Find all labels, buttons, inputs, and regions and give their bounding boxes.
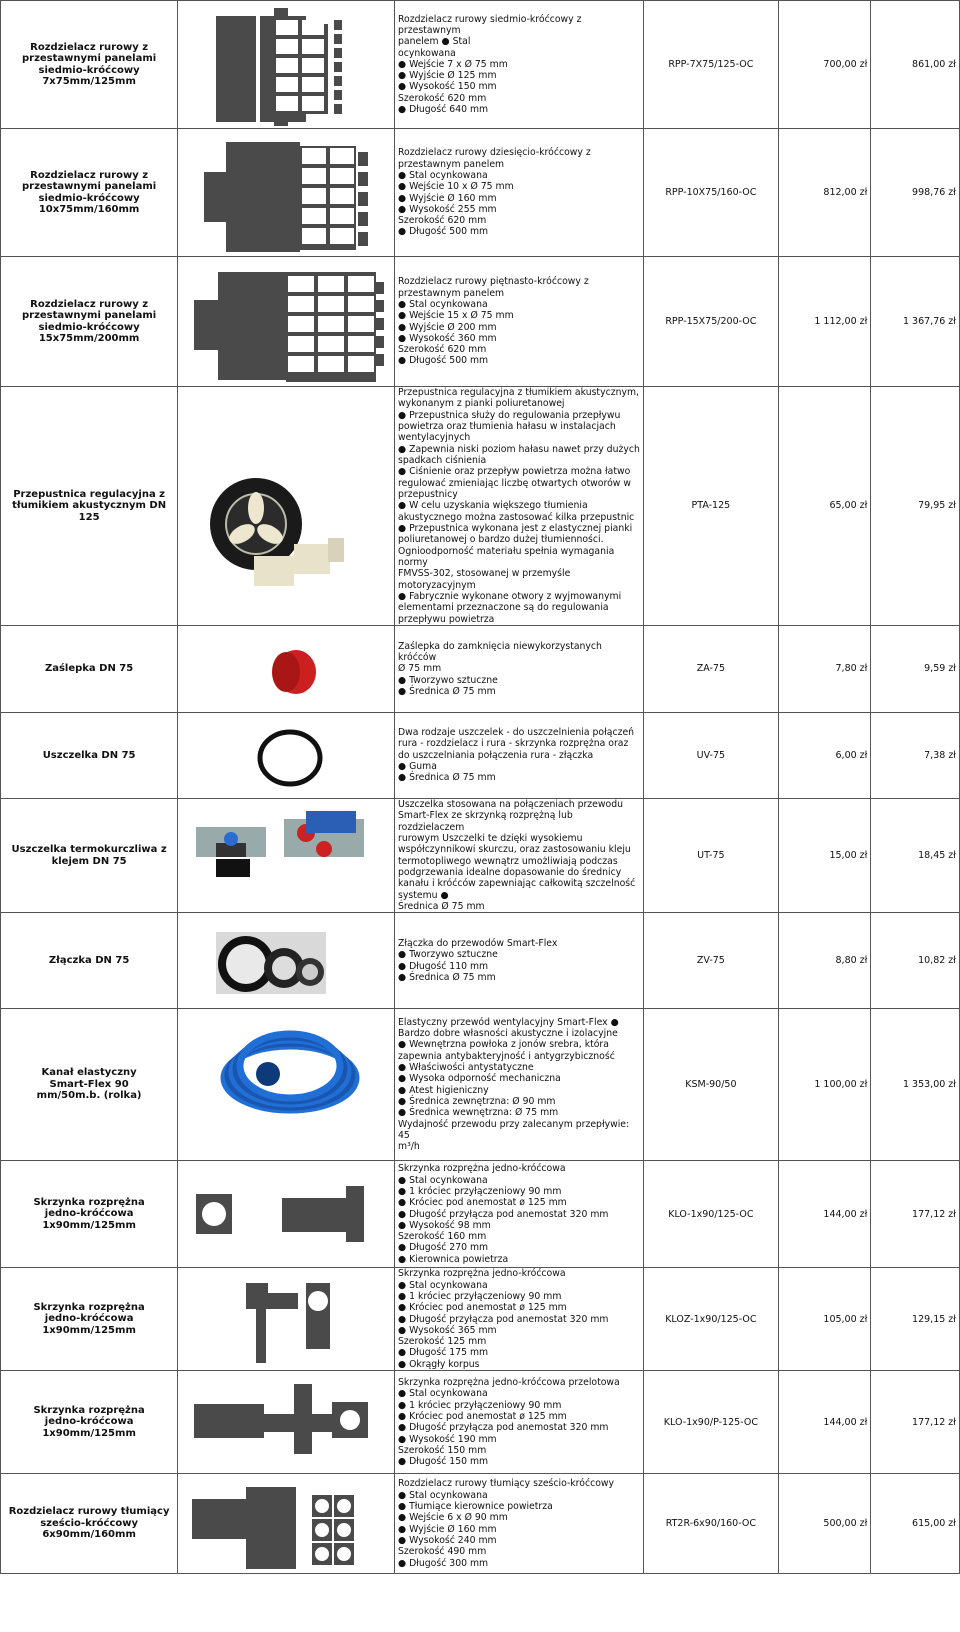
gross-price: 79,95 zł xyxy=(871,387,960,626)
product-name-line: siedmio-króćcowy xyxy=(38,64,140,76)
description-line: regulować zmieniając liczbę otwartych otworów w xyxy=(398,477,631,489)
description-line: przepustnicy xyxy=(398,488,458,500)
product-name-line: jedno-króćcowa xyxy=(44,1208,134,1220)
description-line: ● Wejście 10 x Ø 75 mm xyxy=(398,181,514,193)
product-name xyxy=(1,1,178,129)
description-line: wentylacyjnych xyxy=(398,432,471,444)
product-name-line: Uszczelka DN 75 xyxy=(42,749,136,761)
heat-shrink-seal-icon xyxy=(186,803,386,909)
product-name-line: przestawnymi panelami xyxy=(21,310,157,321)
product-code: PTA-125 xyxy=(644,387,778,626)
description-line: do uszczelniania połączenia rura - złączka xyxy=(398,749,594,761)
description-line: Rozdzielacz rurowy siedmio-króćcowy z przestawnym xyxy=(398,13,582,36)
product-row xyxy=(1,1161,960,1268)
net-price: 144,00 zł xyxy=(778,1371,871,1474)
product-description xyxy=(395,1,644,129)
product-row xyxy=(1,387,960,626)
product-row xyxy=(1,798,960,912)
plenum-box-icon xyxy=(186,1164,386,1265)
plenum-box-l-icon xyxy=(186,1271,386,1368)
product-code: ZA-75 xyxy=(644,625,778,712)
product-name xyxy=(1,387,178,626)
net-price: 8,80 zł xyxy=(778,913,871,1009)
red-cap-icon xyxy=(186,628,386,709)
gross-price: 1 367,76 zł xyxy=(871,257,960,387)
product-code: RPP-7X75/125-OC xyxy=(644,1,778,129)
description-line: współczynnikowi skurczu, oraz zastosowaniu kleju xyxy=(398,844,631,856)
description-line: przepływu powietrza xyxy=(398,613,495,625)
description-line: ● Guma xyxy=(398,761,437,773)
product-code: RPP-10X75/160-OC xyxy=(644,129,778,257)
description-line: ● 1 króciec przyłączeniowy 90 mm xyxy=(398,1399,562,1411)
product-name-line: 6x90mm/160mm xyxy=(42,1529,136,1541)
description-line: akustycznego można zastosować kilka przepustnic xyxy=(398,511,635,523)
description-line: ● Zapewnia niski poziom hałasu nawet przy dużych xyxy=(398,443,640,455)
net-price: 6,00 zł xyxy=(778,712,871,798)
description-line: ● W celu uzyskania większego tłumienia xyxy=(398,500,588,512)
description-line: ● Stal ocynkowana xyxy=(398,1489,488,1501)
description-line: ● Okrągły korpus xyxy=(398,1358,480,1370)
description-line: ● Wysoka odporność mechaniczna xyxy=(398,1073,561,1085)
product-name xyxy=(1,257,178,387)
product-row xyxy=(1,129,960,257)
product-code: KSM-90/50 xyxy=(644,1009,778,1161)
description-line: rura - rozdzielacz i rura - skrzynka rozprężna oraz xyxy=(398,738,629,750)
product-row xyxy=(1,1,960,129)
description-line: Skrzynka rozprężna jedno-króćcowa xyxy=(398,1163,566,1175)
product-name-line: 10x75mm/160mm xyxy=(38,204,140,215)
net-price: 700,00 zł xyxy=(778,1,871,129)
description-line: Przepustnica regulacyjna z tłumikiem akustycznym, xyxy=(398,387,639,398)
gross-price: 10,82 zł xyxy=(871,913,960,1009)
description-line: Wydajność przewodu przy zalecanym przepływie: 45 xyxy=(398,1118,630,1141)
product-name-line: Skrzynka rozprężna xyxy=(33,1301,145,1313)
product-name-line: przestawnymi panelami xyxy=(21,53,157,64)
description-line: rurowym Uszczelki te dzięki wysokiemu xyxy=(398,832,583,844)
net-price: 1 112,00 zł xyxy=(778,257,871,387)
product-image-cell xyxy=(178,1474,395,1574)
description-line: ● Wyjście Ø 160 mm xyxy=(398,1523,497,1535)
description-line: ● Średnica Ø 75 mm xyxy=(398,772,496,784)
description-line: ● Średnica Ø 75 mm xyxy=(398,685,496,697)
product-name-line: Przepustnica regulacyjna z xyxy=(13,488,165,500)
product-description xyxy=(395,913,644,1009)
description-line: spadkach ciśnienia xyxy=(398,454,487,466)
description-line: ● Króciec pod anemostat ø 125 mm xyxy=(398,1197,567,1209)
product-name-line: Rozdzielacz rurowy z xyxy=(30,298,149,310)
distributor-10-outlet-icon xyxy=(186,132,386,254)
description-line: ● Stal ocynkowana xyxy=(398,1174,488,1186)
product-row xyxy=(1,1268,960,1371)
coupler-icon xyxy=(186,916,386,1006)
description-line: Szerokość 620 mm xyxy=(398,215,487,227)
description-line: przestawnym panelem xyxy=(398,287,505,299)
description-line: Rozdzielacz rurowy tłumiący sześcio-króćcowy xyxy=(398,1478,615,1490)
product-description xyxy=(395,129,644,257)
description-line: Złączka do przewodów Smart-Flex xyxy=(398,938,558,950)
description-line: Skrzynka rozprężna jedno-króćcowa przelotowa xyxy=(398,1376,620,1388)
description-line: ● Tłumiące kierownice powietrza xyxy=(398,1501,553,1513)
net-price: 65,00 zł xyxy=(778,387,871,626)
product-image-cell xyxy=(178,257,395,387)
product-name-line: siedmio-króćcowy xyxy=(38,321,140,333)
net-price: 500,00 zł xyxy=(778,1474,871,1574)
description-line: elementami przeznaczone są do regulowania xyxy=(398,602,609,614)
description-line: ● 1 króciec przyłączeniowy 90 mm xyxy=(398,1185,562,1197)
product-row xyxy=(1,1371,960,1474)
product-name xyxy=(1,1474,178,1574)
product-row xyxy=(1,1474,960,1574)
description-line: Rozdzielacz rurowy dziesięcio-króćcowy z xyxy=(398,147,591,159)
description-line: Uszczelka stosowana na połączeniach przewodu xyxy=(398,798,623,810)
description-line: Średnica Ø 75 mm xyxy=(398,900,485,912)
description-line: ocynkowana xyxy=(398,47,456,59)
description-line: Rozdzielacz rurowy piętnasto-króćcowy z xyxy=(398,276,589,288)
product-name xyxy=(1,712,178,798)
description-line: Szerokość 620 mm xyxy=(398,344,487,356)
description-line: ● Wysokość 365 mm xyxy=(398,1324,497,1336)
product-name xyxy=(1,1371,178,1474)
description-line: Dwa rodzaje uszczelek - do uszczelnienia połączeń xyxy=(398,727,635,739)
product-name-line: mm/50m.b. (rolka) xyxy=(36,1090,142,1102)
description-line: ● Ciśnienie oraz przepływ powietrza można łatwo xyxy=(398,466,631,478)
description-line: systemu ● xyxy=(398,889,449,901)
product-name-line: klejem DN 75 xyxy=(51,855,127,867)
product-name-line: Uszczelka termokurczliwa z xyxy=(11,844,167,856)
product-name-line: siedmio-króćcowy xyxy=(38,192,140,204)
description-line: ● Długość przyłącza pod anemostat 320 mm xyxy=(398,1422,609,1434)
product-name-line: sześcio-króćcowy xyxy=(40,1517,139,1529)
description-line: ● Króciec pod anemostat ø 125 mm xyxy=(398,1410,567,1422)
product-name-line: Zaślepka DN 75 xyxy=(44,663,134,675)
description-line: ● Długość 150 mm xyxy=(398,1456,489,1468)
description-line: Szerokość 620 mm xyxy=(398,92,487,104)
description-line: motoryzacyjnym xyxy=(398,579,476,591)
product-description xyxy=(395,1268,644,1371)
description-line: ● Stal ocynkowana xyxy=(398,298,488,310)
description-line: ● Atest higieniczny xyxy=(398,1084,489,1096)
product-row xyxy=(1,257,960,387)
description-line: przestawnym panelem xyxy=(398,158,505,170)
description-line: powietrza oraz tłumienia hałasu w instalacjach xyxy=(398,420,616,432)
product-name-line: Skrzynka rozprężna xyxy=(33,1196,145,1208)
product-code: ZV-75 xyxy=(644,913,778,1009)
description-line: Skrzynka rozprężna jedno-króćcowa xyxy=(398,1268,566,1280)
description-line: Elastyczny przewód wentylacyjny Smart-Flex ● xyxy=(398,1016,619,1028)
description-line: ● Tworzywo sztuczne xyxy=(398,949,498,961)
description-line: ● Wejście 7 x Ø 75 mm xyxy=(398,58,508,70)
description-line: ● Wejście 15 x Ø 75 mm xyxy=(398,310,514,322)
description-line: ● Długość przyłącza pod anemostat 320 mm xyxy=(398,1208,609,1220)
description-line: Szerokość 160 mm xyxy=(398,1231,487,1243)
description-line: ● Wewnętrzna powłoka z jonów srebra, która xyxy=(398,1039,609,1051)
description-line: ● Tworzywo sztuczne xyxy=(398,674,498,686)
product-row xyxy=(1,712,960,798)
net-price: 812,00 zł xyxy=(778,129,871,257)
description-line: Szerokość 490 mm xyxy=(398,1546,487,1558)
description-line: ● Króciec pod anemostat ø 125 mm xyxy=(398,1302,567,1314)
description-line: poliuretanowej o bardzo dużej tłumienności. xyxy=(398,534,604,546)
description-line: ● Wysokość 240 mm xyxy=(398,1535,497,1546)
description-line: ● Średnica wewnętrzna: Ø 75 mm xyxy=(398,1107,559,1119)
product-name-line: Złączka DN 75 xyxy=(48,954,130,966)
gross-price: 9,59 zł xyxy=(871,625,960,712)
description-line: ● Wyjście Ø 200 mm xyxy=(398,321,497,333)
description-line: ● Przepustnica służy do regulowania przepływu xyxy=(398,409,621,421)
product-image-cell xyxy=(178,625,395,712)
product-code: RT2R-6x90/160-OC xyxy=(644,1474,778,1574)
product-name xyxy=(1,1268,178,1371)
product-name xyxy=(1,129,178,257)
description-line: ● 1 króciec przyłączeniowy 90 mm xyxy=(398,1290,562,1302)
product-image-cell xyxy=(178,1161,395,1268)
product-image-cell xyxy=(178,129,395,257)
description-line: ● Długość 500 mm xyxy=(398,355,489,367)
description-line: kanału i króćców zapewniając całkowitą szczelność xyxy=(398,878,636,890)
product-image-cell xyxy=(178,712,395,798)
description-line: ● Długość 500 mm xyxy=(398,226,489,238)
blue-flex-duct-icon xyxy=(186,1012,386,1158)
product-image-cell xyxy=(178,798,395,912)
plenum-box-through-icon xyxy=(186,1374,386,1471)
product-name-line: Rozdzielacz rurowy z xyxy=(30,41,149,53)
description-line: ● Długość 640 mm xyxy=(398,104,489,116)
product-description xyxy=(395,1009,644,1161)
description-line: ● Wyjście Ø 125 mm xyxy=(398,70,497,82)
net-price: 15,00 zł xyxy=(778,798,871,912)
product-description xyxy=(395,257,644,387)
description-line: ● Długość przyłącza pod anemostat 320 mm xyxy=(398,1313,609,1325)
product-row xyxy=(1,625,960,712)
silencing-distributor-6-icon xyxy=(186,1477,386,1571)
product-image-cell xyxy=(178,387,395,626)
description-line: ● Stal ocynkowana xyxy=(398,1279,488,1291)
gross-price: 129,15 zł xyxy=(871,1268,960,1371)
description-line: zapewnia antybakteryjność i antygrzybiczność xyxy=(398,1050,615,1062)
product-code: UV-75 xyxy=(644,712,778,798)
description-line: ● Średnica Ø 75 mm xyxy=(398,972,496,983)
product-code: KLO-1x90/P-125-OC xyxy=(644,1371,778,1474)
description-line: Bardzo dobre własności akustyczne i izolacyjne xyxy=(398,1028,618,1040)
description-line: ● Długość 110 mm xyxy=(398,960,489,972)
description-line: ● Wysokość 360 mm xyxy=(398,332,497,344)
product-name-line: Rozdzielacz rurowy z xyxy=(30,169,149,181)
product-description xyxy=(395,1474,644,1574)
product-code: UT-75 xyxy=(644,798,778,912)
description-line: Ø 75 mm xyxy=(398,663,442,675)
product-code: KLOZ-1x90/125-OC xyxy=(644,1268,778,1371)
product-row xyxy=(1,913,960,1009)
description-line: Zaślepka do zamknięcia niewykorzystanych króćców xyxy=(398,640,602,663)
description-line: ● Stal ocynkowana xyxy=(398,169,488,181)
product-name-line: 15x75mm/200mm xyxy=(38,333,140,344)
product-image-cell xyxy=(178,1371,395,1474)
product-name-line: 7x75mm/125mm xyxy=(42,76,136,87)
distributor-7-outlet-icon xyxy=(186,4,386,126)
description-line: Smart-Flex ze skrzynką rozprężną lub rozdzielaczem xyxy=(398,810,573,833)
description-line: ● Właściwości antystatyczne xyxy=(398,1062,534,1074)
description-line: ● Długość 175 mm xyxy=(398,1347,489,1359)
product-name-line: Rozdzielacz rurowy tłumiący xyxy=(8,1506,170,1518)
damper-silencer-icon xyxy=(186,416,386,596)
product-name-line: przestawnymi panelami xyxy=(21,181,157,192)
net-price: 105,00 zł xyxy=(778,1268,871,1371)
product-name-line: jedno-króćcowa xyxy=(44,1313,134,1325)
product-image-cell xyxy=(178,913,395,1009)
product-description xyxy=(395,798,644,912)
gross-price: 177,12 zł xyxy=(871,1371,960,1474)
description-line: termotopliwego wewnątrz umożliwiają podczas xyxy=(398,855,618,867)
product-name-line: 1x90mm/125mm xyxy=(42,1427,136,1439)
description-line: ● Kierownica powietrza xyxy=(398,1253,509,1265)
net-price: 1 100,00 zł xyxy=(778,1009,871,1161)
description-line: podgrzewania idealne dopasowanie do średnicy xyxy=(398,866,622,878)
product-code: KLO-1x90/125-OC xyxy=(644,1161,778,1268)
gross-price: 1 353,00 zł xyxy=(871,1009,960,1161)
product-name-line: Skrzynka rozprężna xyxy=(33,1404,145,1416)
gross-price: 177,12 zł xyxy=(871,1161,960,1268)
description-line: ● Długość 300 mm xyxy=(398,1557,489,1569)
net-price: 7,80 zł xyxy=(778,625,871,712)
description-line: ● Długość 270 mm xyxy=(398,1242,489,1254)
gross-price: 615,00 zł xyxy=(871,1474,960,1574)
product-name-line: tłumikiem akustycznym DN 125 xyxy=(12,500,167,523)
gross-price: 18,45 zł xyxy=(871,798,960,912)
product-description xyxy=(395,712,644,798)
product-code: RPP-15X75/200-OC xyxy=(644,257,778,387)
product-name-line: jedno-króćcowa xyxy=(44,1416,134,1428)
description-line: ● Wysokość 98 mm xyxy=(398,1219,491,1231)
description-line: Ognioodporność materiału spełnia wymagania normy xyxy=(398,545,615,568)
net-price: 144,00 zł xyxy=(778,1161,871,1268)
gross-price: 861,00 zł xyxy=(871,1,960,129)
description-line: ● Średnica zewnętrzna: Ø 90 mm xyxy=(398,1096,556,1107)
description-line: ● Wysokość 150 mm xyxy=(398,81,497,93)
gross-price: 998,76 zł xyxy=(871,129,960,257)
price-list-body xyxy=(1,1,960,1574)
description-line: FMVSS-302, stosowanej w przemyśle xyxy=(398,568,571,580)
description-line: panelem ● Stal xyxy=(398,36,471,48)
product-name xyxy=(1,625,178,712)
description-line: ● Fabrycznie wykonane otwory z wyjmowanymi xyxy=(398,590,622,602)
description-line: Szerokość 125 mm xyxy=(398,1336,487,1348)
product-name xyxy=(1,798,178,912)
description-line: ● Wysokość 255 mm xyxy=(398,203,497,215)
distributor-15-outlet-icon xyxy=(186,260,386,384)
description-line: ● Wysokość 190 mm xyxy=(398,1433,497,1445)
product-description xyxy=(395,625,644,712)
description-line: ● Wyjście Ø 160 mm xyxy=(398,192,497,204)
product-row xyxy=(1,1009,960,1161)
product-image-cell xyxy=(178,1009,395,1161)
description-line: m³/h xyxy=(398,1141,420,1153)
product-name xyxy=(1,1161,178,1268)
description-line: wykonanym z pianki poliuretanowej xyxy=(398,398,565,410)
gross-price: 7,38 zł xyxy=(871,712,960,798)
rubber-seal-ring-icon xyxy=(186,715,386,795)
product-name-line: 1x90mm/125mm xyxy=(42,1324,136,1336)
product-name-line: Smart-Flex 90 xyxy=(49,1078,129,1090)
product-image-cell xyxy=(178,1,395,129)
product-image-cell xyxy=(178,1268,395,1371)
product-description xyxy=(395,1371,644,1474)
product-description xyxy=(395,1161,644,1268)
description-line: ● Stal ocynkowana xyxy=(398,1388,488,1400)
description-line: ● Przepustnica wykonana jest z elastycznej pianki xyxy=(398,522,633,534)
product-name xyxy=(1,913,178,1009)
product-name-line: 1x90mm/125mm xyxy=(42,1219,136,1231)
product-name-line: Kanał elastyczny xyxy=(41,1067,137,1079)
product-description xyxy=(395,387,644,626)
description-line: Szerokość 150 mm xyxy=(398,1444,487,1456)
description-line: ● Wejście 6 x Ø 90 mm xyxy=(398,1512,508,1524)
product-name xyxy=(1,1009,178,1161)
